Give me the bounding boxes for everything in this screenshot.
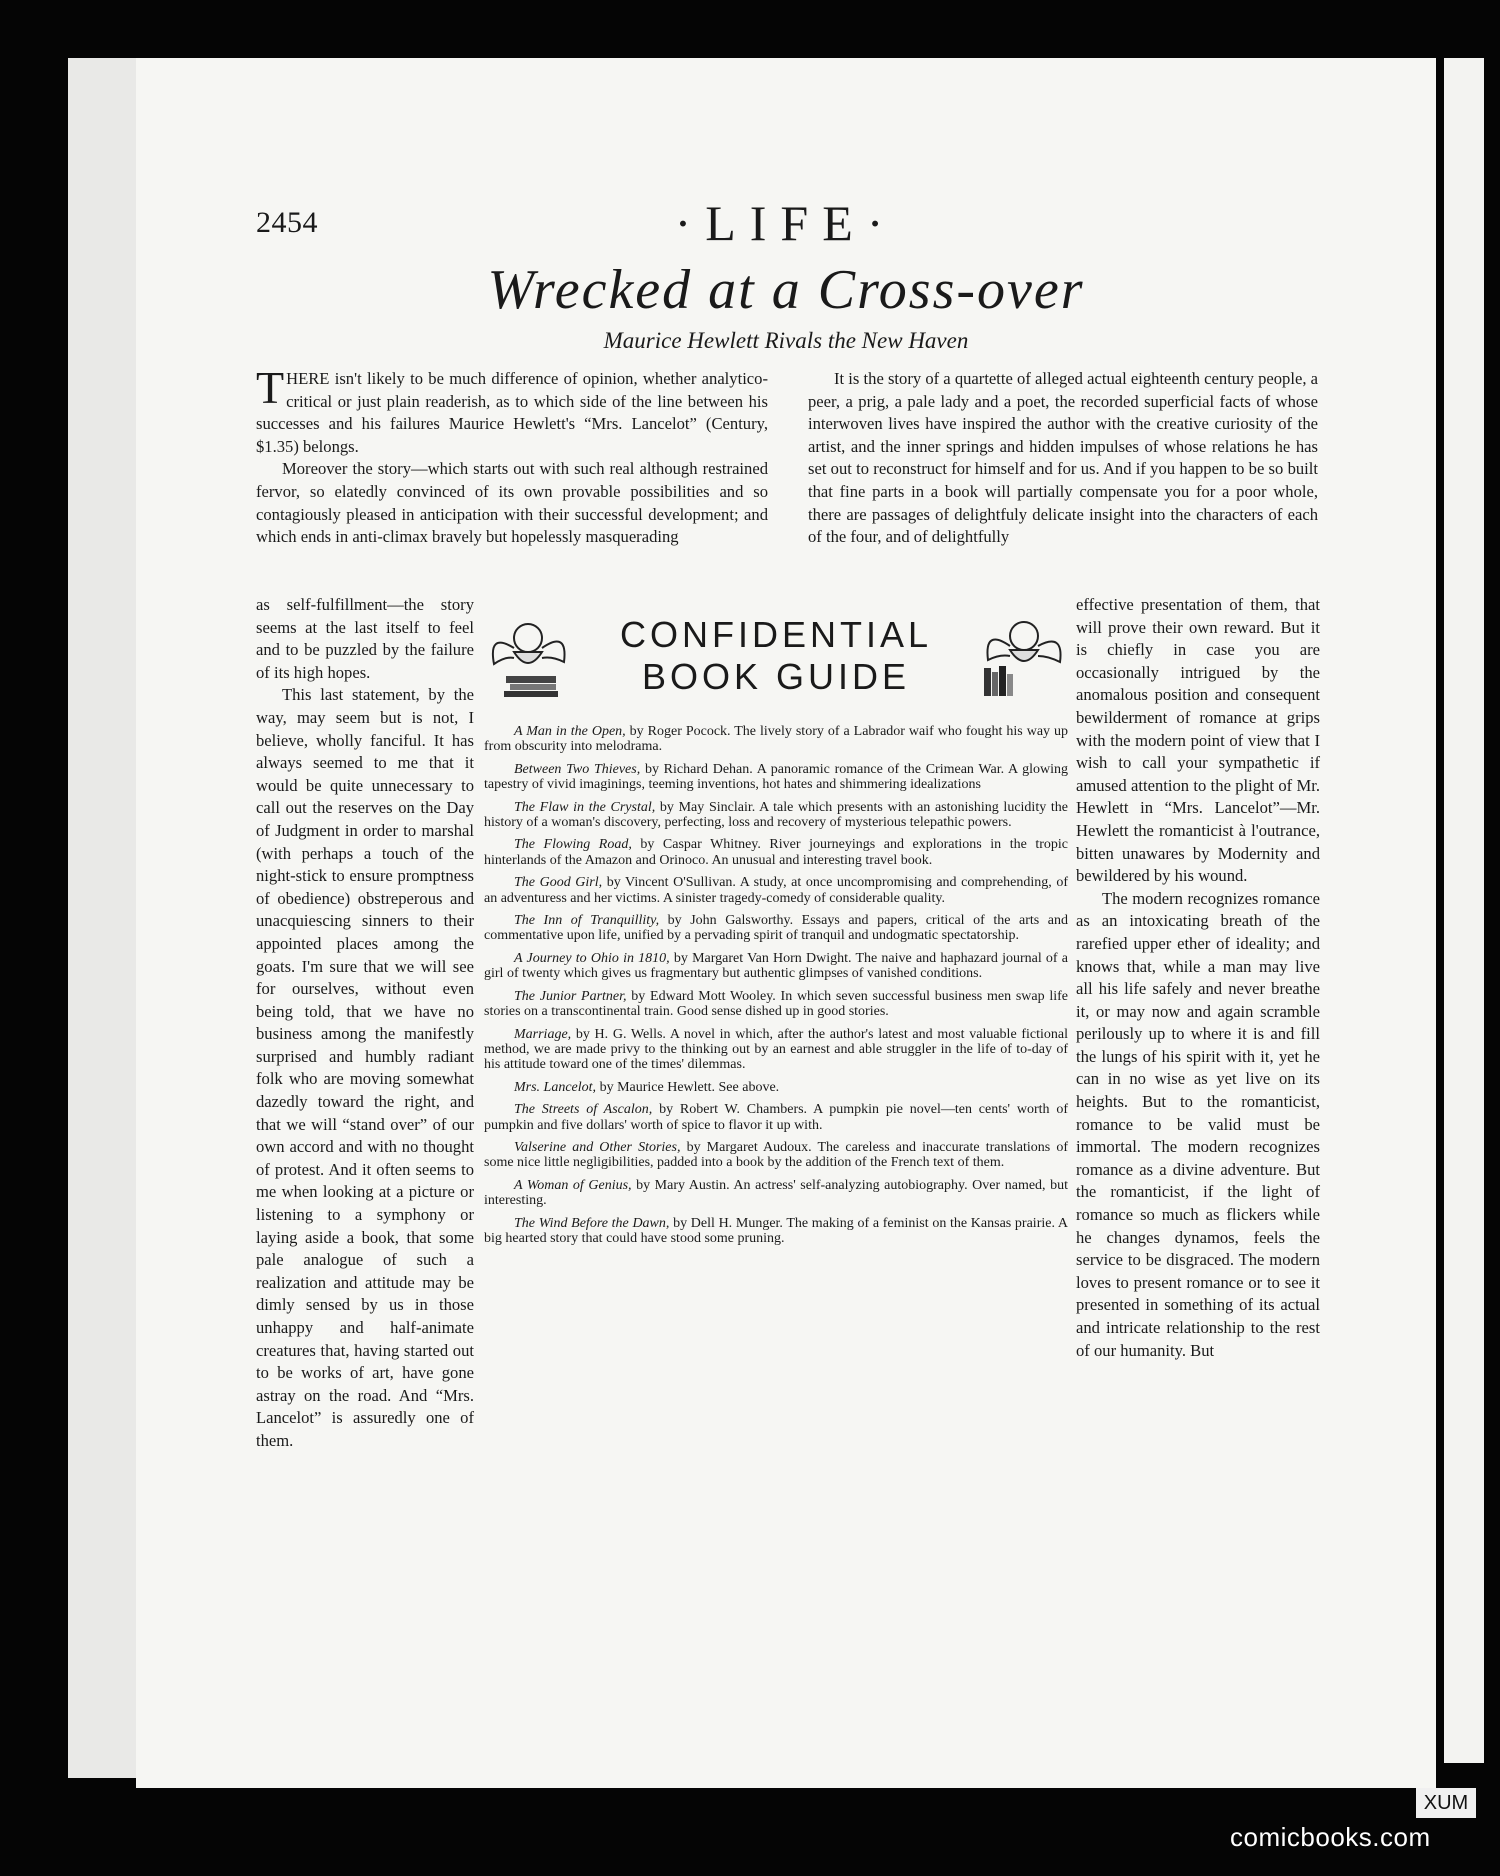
guide-entry-title: A Man in the Open, — [514, 724, 626, 739]
guide-entry-title: The Inn of Tranquillity, — [514, 913, 660, 929]
guide-entry-title: Marriage, — [514, 1026, 572, 1042]
guide-entry-text: by Edward Mott Wooley. In which seven successful business men swap life stories on a transcontinental train. Good sense dished up in good stories. — [484, 988, 1068, 1020]
guide-entry — [484, 1102, 1068, 1133]
paragraph: effective presentation of them, that will prove their own reward. But it is chiefly in case you are occasionally intrigued by the anomalous position and consequent bewilderment of romance at grips with the modern point of view that I wish to call your sympathetic if amused attention to the plight of Mr. Hewlett in “Mrs. Lancelot”—Mr. Hewlett the romanticist à l'outrance, bitten unawares by Modernity and bewildered by his wound. — [1076, 595, 1320, 886]
column-middle-right — [1076, 594, 1320, 1362]
guide-entry — [484, 989, 1068, 1020]
guide-entry-title: The Flaw in the Crystal, — [514, 799, 656, 815]
guide-entry-title: The Flowing Road, — [514, 837, 632, 853]
next-page-edge — [1444, 58, 1484, 1763]
paragraph: THERE isn't likely to be much difference of opinion, whether analytico-critical or just plain readerish, as to which side of the line between his successes and his failures Maurice Hewlett's “Mrs. Lancelot” (Century, $1.35) belongs. — [256, 362, 768, 456]
magazine-page — [136, 58, 1436, 1788]
guide-entry-text: by May Sinclair. A tale which presents with an astonishing lucidity the history of a woman's discovery, perfecting, loss and recovery of mysterious telepathic powers. — [484, 799, 1068, 831]
guide-entry-title: The Streets of Ascalon, — [514, 1102, 653, 1118]
guide-entry — [484, 1216, 1068, 1247]
guide-entry — [484, 951, 1068, 982]
guide-heading — [484, 606, 1068, 702]
paragraph: Moreover the story—which starts out with such real although restrained fervor, so elatedly convinced of its own provable possibilities and so contagiously pleased in anticipation with their successful development; and which ends in anti-climax bravely but hopelessly masquerading — [256, 459, 768, 547]
guide-entry — [484, 1178, 1068, 1209]
guide-entry-text: by Margaret Audoux. The careless and inaccurate translations of some nice little negligibilities, padded into a book by the addition of the French text of them. — [484, 1139, 1069, 1171]
guide-entry-text: by Roger Pocock. The lively story of a Labrador waif who fought his way up from obscurity into melodrama. — [484, 724, 1069, 755]
guide-entry — [484, 875, 1068, 906]
masthead: ·LIFE· — [674, 195, 898, 251]
guide-entry — [484, 1027, 1068, 1073]
guide-entry-text: by Robert W. Chambers. A pumpkin pie novel—ten cents' worth of pumpkin and five dollars' worth of spice to flavor it up with. — [484, 1102, 1069, 1133]
guide-entry-title: The Junior Partner, — [514, 988, 627, 1004]
guide-entry-text: by Maurice Hewlett. See above. — [596, 1079, 780, 1095]
column-top-left — [256, 362, 768, 549]
guide-entry-title: Between Two Thieves, — [514, 761, 641, 777]
cherub-right-icon — [976, 612, 1068, 698]
guide-title-line1: CONFIDENTIAL — [619, 614, 933, 655]
confidential-book-guide — [484, 606, 1068, 1253]
article-title: Wrecked at a Cross-over — [487, 259, 1085, 321]
column-top-right — [808, 368, 1318, 549]
guide-entry-text: by Margaret Van Horn Dwight. The naive and haphazard journal of a girl of twenty which gives us fragmentary but authentic glimpses of vanished conditions. — [484, 950, 1069, 982]
guide-entry-title: A Woman of Genius, — [514, 1177, 632, 1193]
page-number: 2454 — [256, 206, 318, 239]
guide-entry-text: by Dell H. Munger. The making of a feminist on the Kansas prairie. A big hearted story that could have stood some pruning. — [484, 1215, 1068, 1246]
guide-entry-title: Valserine and Other Stories, — [514, 1139, 681, 1155]
guide-title-line2: BOOK GUIDE — [641, 656, 911, 697]
scan-left-edge — [68, 58, 138, 1778]
guide-entry-title: A Journey to Ohio in 1810, — [514, 950, 670, 966]
paragraph: The modern recognizes romance as an intoxicating breath of the rarefied upper ether of ideality; and knows that, while a man may live all his life safely and never breathe it, or may now and again scramble perilously up to where it is and fill the lungs of his spirit with it, yet he can in no wise as yet live on its heights. But to the romanticist, romance to be valid must be immortal. The modern recognizes romance as a divine adventure. But the romanticist, if the light of romance so much as flickers while he changes dynamos, feels the service to be disgraced. The modern loves to present romance or to see it presented in something of its actual and intricate relationship to the rest of our humanity. But — [1076, 888, 1320, 1360]
article-subtitle: Maurice Hewlett Rivals the New Haven — [603, 328, 969, 353]
guide-entry-text: by H. G. Wells. A novel in which, after the author's latest and most valuable fictional method, we are made privy to the thinking out by an earnest and able struggler in the life of to-day of his attitude toward one of the times' dilemmas. — [484, 1026, 1068, 1073]
guide-entry-text: by Richard Dehan. A panoramic romance of the Crimean War. A glowing tapestry of vivid imaginings, teeming inventions, hot hates and shimmering idealizations — [484, 761, 1068, 793]
guide-entry — [484, 913, 1068, 944]
paragraph: as self-fulfillment—the story seems at the last itself to feel and to be puzzled by the failure of its high hopes. — [256, 595, 474, 682]
guide-entry — [484, 837, 1068, 868]
cherub-left-icon — [484, 612, 576, 698]
guide-entry — [484, 800, 1068, 831]
guide-entry — [484, 724, 1068, 755]
guide-title — [586, 614, 966, 698]
guide-entry-text: by Vincent O'Sullivan. A study, at once uncompromising and comprehending, of an adventuress and her victims. A sinister tragedy-comedy of considerable quality. — [484, 875, 1068, 906]
guide-entry — [484, 1080, 1068, 1095]
watermark-site: comicbooks.com — [1230, 1822, 1431, 1852]
paragraph: This last statement, by the way, may seem but is not, I believe, wholly fanciful. It has always seemed to me that it would be quite unnecessary to call out the reserves on the Day of Judgment in order to marshal (with perhaps a touch of the night-stick to ensure promptness of obedience) obstreperous and unacquiescing sinners to their appointed places among the goats. I'm sure that we will see for ourselves, without even being told, that we have no business among the manifestly surprised and humbly radiant folk who are moving somewhat dazedly toward the right, and that we will “stand over” of our own accord and with no thought of protest. And it often seems to me when looking at a picture or listening to a symphony or laying aside a book, that some pale analogue of such a realization and attitude may be dimly sensed by us in those unhappy and half-animate creatures that, having started out to be works of art, have gone astray on the road. And “Mrs. Lancelot” is assuredly one of them. — [256, 685, 474, 1450]
guide-entry-title: The Good Girl, — [514, 875, 603, 891]
guide-entry-title: Mrs. Lancelot, — [514, 1079, 597, 1095]
guide-entry-text: by Caspar Whitney. River journeyings and explorations in the tropic hinterlands of the Amazon and Orinoco. An unusual and interesting travel book. — [484, 837, 1068, 868]
guide-entry — [484, 1140, 1068, 1171]
guide-entry — [484, 762, 1068, 793]
guide-entry-text: by John Galsworthy. Essays and papers, critical of the arts and commentative upon life, unified by a pervading spirit of tranquil and undogmatic spectatorship. — [484, 913, 1068, 944]
watermark-box: XUM — [1416, 1788, 1476, 1818]
guide-entries — [484, 724, 1068, 1246]
drop-cap: T — [256, 362, 285, 413]
guide-entry-text: by Mary Austin. An actress' self-analyzing autobiography. Over named, but interesting. — [484, 1177, 1068, 1209]
guide-entry-title: The Wind Before the Dawn, — [514, 1215, 670, 1231]
column-middle-left — [256, 594, 474, 1453]
paragraph: It is the story of a quartette of alleged actual eighteenth century people, a peer, a prig, a pale lady and a poet, the recorded superficial facts of whose interwoven lives have inspired the author with the creative curiosity of the artist, and the inner springs and hidden impulses of whose relations he has set out to reconstruct for himself and for us. And if you happen to be so built that fine parts in a book will partially compensate you for a poor whole, there are passages of delightfuly delicate insight into the characters of each of the four, and of delightfully — [808, 369, 1318, 547]
